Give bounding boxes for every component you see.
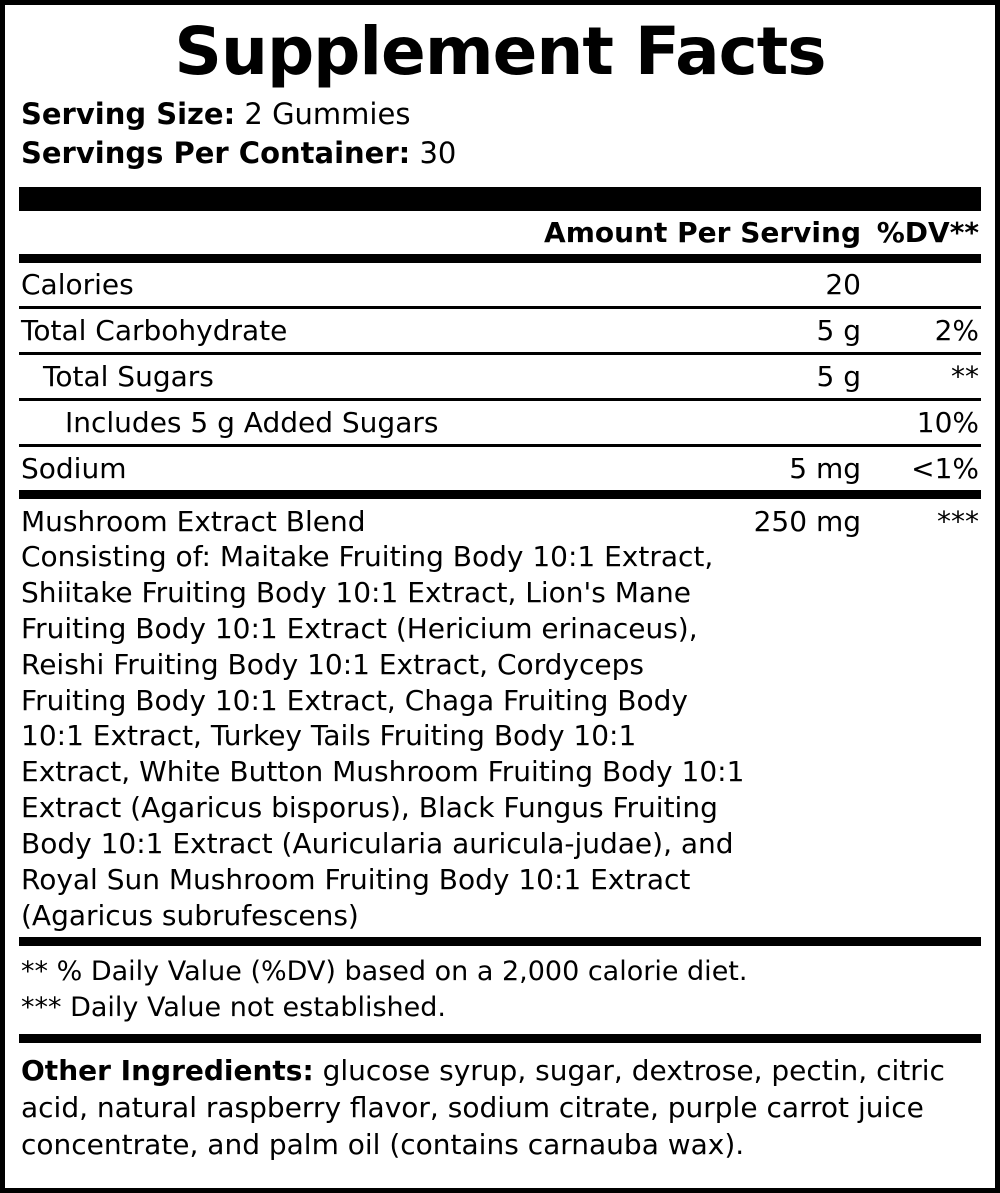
nutrient-dv: 10% <box>916 406 979 440</box>
nutrient-dv: ** <box>951 360 979 394</box>
nutrient-name: Calories <box>21 268 134 302</box>
blend-header-row <box>21 505 979 538</box>
serving-size-line <box>21 95 981 134</box>
other-ingredients-value: glucose syrup, sugar, dextrose, pectin, citric acid, natural raspberry flavor, sodium citrate, purple carrot juice concentrate, and palm oil (contains carnauba wax). <box>21 1053 945 1161</box>
table-row <box>19 401 981 444</box>
nutrient-name: Total Sugars <box>43 360 214 394</box>
divider-medium-2 <box>19 490 981 499</box>
column-headers <box>19 211 981 254</box>
nutrient-dv: <1% <box>911 452 979 486</box>
blend-dv: *** <box>937 505 979 539</box>
footnotes <box>19 946 981 1033</box>
serving-size-value: 2 Gummies <box>244 97 411 131</box>
column-header-amount: Amount Per Serving <box>544 216 861 250</box>
servings-per-container-value: 30 <box>419 136 457 171</box>
other-ingredients <box>19 1043 981 1164</box>
nutrient-amount: 5 mg <box>789 452 861 486</box>
nutrient-amount: 5 g <box>816 360 861 394</box>
mushroom-extract-blend <box>19 499 981 937</box>
nutrient-name: Sodium <box>21 452 127 486</box>
blend-name: Mushroom Extract Blend <box>21 505 366 539</box>
bottom-spacer <box>19 1164 981 1189</box>
panel-title: Supplement Facts <box>174 13 826 90</box>
nutrient-name: Total Carbohydrate <box>21 314 288 348</box>
column-header-dv: %DV** <box>876 216 979 250</box>
table-row <box>19 447 981 490</box>
blend-description: Consisting of: Maitake Fruiting Body 10:1 Extract, Shiitake Fruiting Body 10:1 Extract, Lion's Mane Fruiting Body 10:1 Extract (Hericium erinaceus), Reishi Fruiting Body 10:1 Extract, Cordyceps Fruiting Body 10:1 Extract, Chaga Fruiting Body 10:1 Extract, Turkey Tails Fruiting Body 10:1 Extract, White Button Mushroom Fruiting Body 10:1 Extract (Agaricus bisporus), Black Fungus Fruiting Body 10:1 Extract (Auricularia auricula-judae), and Royal Sun Mushroom Fruiting Body 10:1 Extract (Agaricus subrufescens) <box>21 540 745 932</box>
divider-medium-4 <box>19 1034 981 1043</box>
nutrient-dv: 2% <box>934 314 979 348</box>
other-ingredients-label: Other Ingredients: <box>21 1053 314 1087</box>
servings-per-container-line <box>21 134 981 173</box>
divider-medium-3 <box>19 937 981 946</box>
table-row <box>19 355 981 398</box>
table-row <box>19 263 981 306</box>
footnote-dv: ** % Daily Value (%DV) based on a 2,000 calorie diet. <box>21 956 748 988</box>
serving-size-label: Serving Size: <box>21 97 236 131</box>
nutrient-amount: 20 <box>825 268 861 302</box>
blend-amount: 250 mg <box>753 505 861 539</box>
divider-medium-1 <box>19 254 981 263</box>
servings-per-container-label: Servings Per Container: <box>21 136 411 171</box>
divider-thick-top <box>19 187 981 211</box>
footnote-dv-not-established: *** Daily Value not established. <box>21 992 446 1024</box>
table-row <box>19 309 981 352</box>
nutrient-name: Includes 5 g Added Sugars <box>65 406 439 440</box>
nutrient-amount: 5 g <box>816 314 861 348</box>
